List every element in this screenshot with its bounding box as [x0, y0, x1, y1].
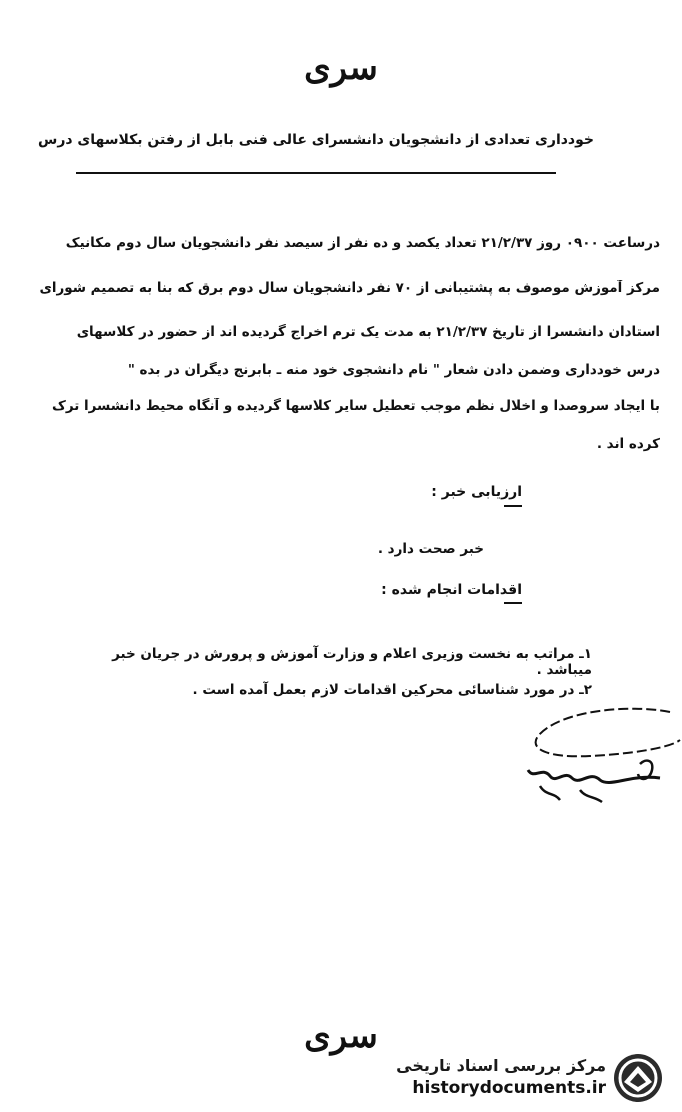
watermark-name: مرکز بررسی اسناد تاریخی — [396, 1056, 606, 1075]
body-line: درساعت ۰۹۰۰ روز ۲۱/۲/۳۷ تعداد یکصد و ده نفر از سیصد نفر دانشجویان سال دوم مکانیک — [65, 235, 660, 251]
body-line: استادان دانشسرا از تاریخ ۲۱/۲/۳۷ به مدت یک ترم اخراج گردیده اند از حضور در کلاسهای — [76, 324, 660, 340]
classification-bottom: سری — [304, 1016, 378, 1056]
assessment-heading: ارزیابی خبر : — [431, 484, 522, 500]
action-item: ۲ـ در مورد شناسائی محرکین اقدامات لازم بعمل آمده است . — [192, 682, 592, 698]
actions-heading-underline — [504, 602, 522, 604]
body-line: درس خودداری وضمن دادن شعار " نام دانشجوی خود منه ـ بابرنج دیگران در بده " — [127, 362, 660, 378]
handwritten-signature — [520, 700, 682, 810]
body-line: مرکز آموزش موصوف به پشتیبانی از ۷۰ نفر دانشجویان سال دوم برق که بنا به تصمیم شورای — [39, 280, 660, 296]
document-title: خودداری تعدادی از دانشجویان دانشسرای عالی فنی بابل از رفتن بکلاسهای درس — [38, 132, 594, 148]
title-underline — [76, 172, 556, 174]
classification-top: سری — [304, 48, 378, 88]
watermark-url: historydocuments.ir — [412, 1078, 606, 1098]
assessment-text: خبر صحت دارد . — [377, 541, 484, 557]
action-item: ۱ـ مراتب به نخست وزیری اعلام و وزارت آموزش و پرورش در جریان خبر میباشد . — [112, 646, 592, 678]
actions-heading: اقدامات انجام شده : — [381, 582, 522, 598]
assessment-heading-underline — [504, 505, 522, 507]
body-line: با ایجاد سروصدا و اخلال نظم موجب تعطیل سایر کلاسها گردیده و آنگاه محیط دانشسرا ترک — [52, 398, 660, 414]
body-line: کرده اند . — [596, 436, 660, 452]
archive-logo-icon — [612, 1052, 664, 1104]
watermark — [398, 1050, 668, 1106]
